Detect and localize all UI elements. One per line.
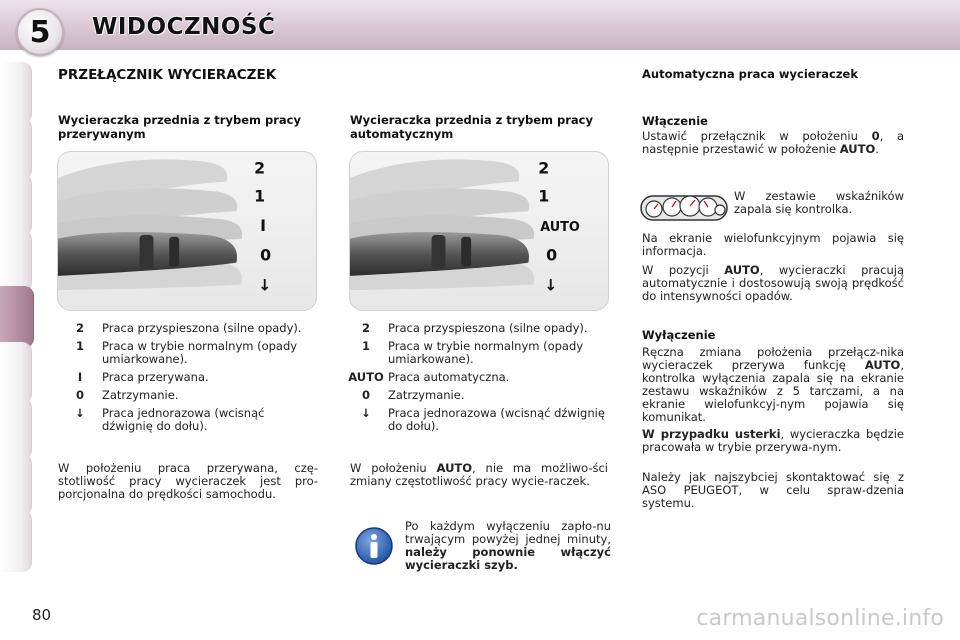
on-text: Ustawić przełącznik w położeniu 0, a następnie przestawić w położenie AUTO. (642, 129, 904, 156)
chapter-tab-4[interactable] (0, 230, 32, 292)
position-label: 0 (546, 245, 558, 265)
stalk-ring (169, 237, 179, 267)
auto-text: W pozycji AUTO, wycieraczki pracują automatycznie i dostosowują swoją prędkość do intensywności opadów. (642, 263, 904, 303)
position-label: 0 (260, 245, 272, 265)
left-legend (58, 322, 318, 438)
off-text: Ręczna zmiana położenia przełącz-nika wycieraczek przerywa funkcję AUTO, kontrolka wyłączenia zapala się na ekranie zestawu wskaźników z 5 tarczami, a na ekranie wielofunkcyj-nym pojawia się komunikat. (642, 345, 904, 424)
chapter-tab-7[interactable] (0, 398, 32, 460)
position-label: 1 (538, 186, 550, 206)
chapter-title: WIDOCZNOŚĆ (92, 14, 276, 40)
legend-row: ↓ Praca jednorazowa (wcisnąć dźwignię do dołu). (75, 406, 265, 433)
chapter-tab-3[interactable] (0, 174, 32, 236)
wiper-stalk-illustration (350, 152, 608, 310)
left-paragraph: W położeniu praca przerywana, czę-stotliwość pracy wycieraczek jest pro-porcjonalna do prędkości samochodu. (58, 461, 318, 501)
info-note: Po każdym wyłączeniu zapło-nu trwającym powyżej jednej minuty, należy ponownie włączyć wycieraczki szyb. (405, 519, 611, 572)
chapter-number: 5 (16, 8, 64, 56)
info-icon (354, 526, 394, 566)
wiper-stalk-illustration (58, 152, 316, 310)
wiper-stalk-illustration-intermittent (57, 151, 317, 311)
position-label: ↓ (258, 275, 272, 295)
middle-column-heading: Wycieraczka przednia z trybem pracy automatycznym (350, 113, 593, 141)
legend-row: 2 Praca przyspieszona (silne opady). (361, 321, 588, 335)
contact-text: Należy jak najszybciej skontaktować się z ASO PEUGEOT, w celu spraw-dzenia systemu. (642, 470, 904, 510)
stalk-ring (140, 235, 154, 269)
chapter-tab-1[interactable] (0, 62, 32, 124)
chapter-tab-8[interactable] (0, 454, 32, 516)
legend-row: 1 Praca w trybie normalnym (opady umiarkowane). (361, 339, 584, 366)
middle-paragraph: W położeniu AUTO, nie ma możliwo-ści zmiany częstotliwość pracy wycie-raczek. (350, 461, 608, 488)
chapter-tab-9[interactable] (0, 510, 32, 572)
wiper-stalk-illustration-auto (349, 151, 609, 311)
fault-text: W przypadku usterki, wycieraczka będzie pracowała w trybie przerywa-nym. (642, 427, 904, 454)
legend-row: 1 Praca w trybie normalnym (opady umiarkowane). (75, 339, 298, 366)
legend-row: ↓ Praca jednorazowa (wcisnąć dźwignię do dołu). (361, 406, 605, 433)
chapter-tabs (0, 62, 34, 582)
page-number: 80 (32, 606, 52, 624)
stalk-ring (461, 237, 471, 267)
on-heading: Włączenie (642, 114, 708, 128)
chapter-tab-2[interactable] (0, 118, 32, 180)
left-column-heading: Wycieraczka przednia z trybem pracy przerywanym (58, 113, 301, 141)
position-label: AUTO (540, 220, 580, 235)
dashboard-gauges-icon (640, 192, 728, 222)
watermark[interactable]: carmanualsonline.info (696, 606, 944, 631)
screen-text: Na ekranie wielofunkcyjnym pojawia się informacja. (642, 231, 904, 258)
stalk-ring (432, 235, 446, 269)
section-title: PRZEŁĄCZNIK WYCIERACZEK (58, 67, 277, 83)
legend-row: 0 Zatrzymanie. (361, 388, 465, 402)
legend-row: I Praca przerywana. (77, 370, 209, 384)
legend-row: 0 Zatrzymanie. (75, 388, 179, 402)
chapter-tab-6[interactable] (0, 342, 32, 404)
off-heading: Wyłączenie (642, 328, 716, 342)
legend-row: AUTO Praca automatyczna. (348, 370, 510, 384)
middle-legend (344, 322, 606, 438)
position-label: I (260, 216, 266, 235)
right-column-heading: Automatyczna praca wycieraczek (642, 67, 858, 81)
position-label: 2 (538, 158, 550, 178)
position-label: ↓ (544, 275, 558, 295)
position-label: 1 (254, 186, 266, 206)
indicator-text: W zestawie wskaźników zapala się kontrolka. (734, 189, 904, 216)
position-label: 2 (254, 158, 266, 178)
legend-row: 2 Praca przyspieszona (silne opady). (75, 321, 302, 335)
chapter-tab-5-active[interactable] (0, 286, 34, 348)
